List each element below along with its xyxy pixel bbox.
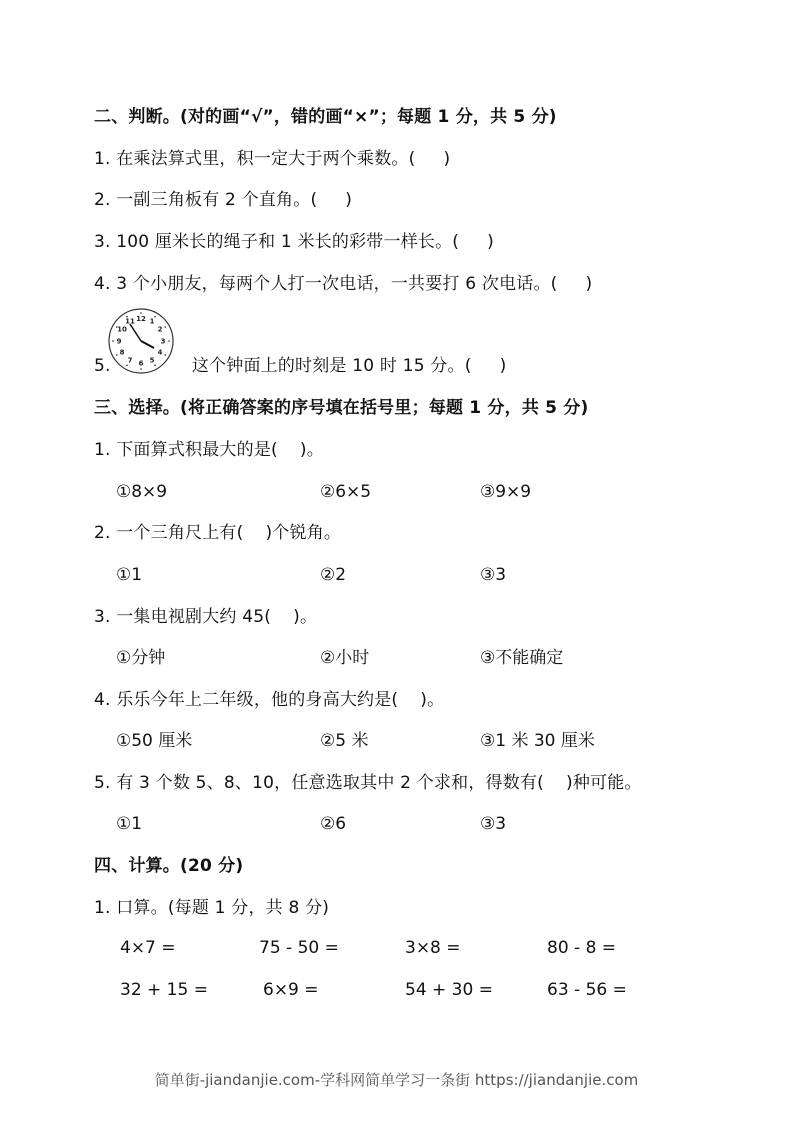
option-1: ①分钟 — [116, 648, 166, 668]
item-number: 2. — [94, 190, 111, 210]
clock-icon — [107, 307, 175, 375]
svg-text:5: 5 — [149, 356, 155, 365]
oral-calc-label: 1. 口算。(每题 1 分，共 8 分) — [94, 898, 330, 918]
svg-text:4: 4 — [157, 348, 163, 357]
option-2: ②小时 — [320, 648, 370, 668]
option-1: ①1 — [116, 814, 143, 834]
option-3: ③1 米 30 厘米 — [480, 731, 595, 751]
judgment-item-3: 3. 100 厘米长的绳子和 1 米长的彩带一样长。( ) — [94, 232, 494, 252]
option-3: ③9×9 — [480, 482, 532, 502]
calc-item: 4×7 = — [120, 938, 176, 958]
choice-question-3: 3. 一集电视剧大约 45( )。 — [94, 607, 318, 627]
svg-text:11: 11 — [125, 317, 135, 326]
option-3: ③3 — [480, 814, 507, 834]
section-3-heading: 三、选择。(将正确答案的序号填在括号里；每题 1 分，共 5 分) — [94, 398, 589, 418]
svg-text:3: 3 — [160, 337, 166, 346]
calc-item: 3×8 = — [405, 938, 461, 958]
option-2: ②2 — [320, 565, 347, 585]
calc-item: 75 - 50 = — [259, 938, 339, 958]
item-number: 3. — [94, 232, 111, 252]
choice-question-1: 1. 下面算式积最大的是( )。 — [94, 440, 324, 460]
calc-item: 6×9 = — [263, 980, 319, 1000]
item-number: 5. — [94, 356, 111, 376]
option-2: ②6×5 — [320, 482, 372, 502]
svg-text:10: 10 — [117, 325, 127, 334]
calc-item: 54 + 30 = — [405, 980, 493, 1000]
judgment-item-5: 5. 这个钟面上的时刻是 10 时 15 分。( ) — [94, 356, 507, 376]
section-4-heading: 四、计算。(20 分) — [94, 856, 244, 876]
calc-item: 32 + 15 = — [120, 980, 208, 1000]
svg-text:2: 2 — [157, 325, 163, 334]
svg-text:9: 9 — [116, 337, 122, 346]
svg-text:7: 7 — [127, 356, 133, 365]
calc-item: 63 - 56 = — [547, 980, 627, 1000]
option-3: ③3 — [480, 565, 507, 585]
svg-text:8: 8 — [119, 348, 125, 357]
page-footer: 简单街-jiandanjie.com-学科网简单学习一条街 https://jiandanjie.com — [154, 1071, 639, 1089]
option-2: ②5 米 — [320, 731, 369, 751]
svg-text:12: 12 — [136, 315, 146, 323]
judgment-item-4: 4. 3 个小朋友，每两个人打一次电话，一共要打 6 次电话。( ) — [94, 274, 593, 294]
option-1: ①50 厘米 — [116, 731, 193, 751]
svg-text:6: 6 — [138, 359, 144, 368]
choice-question-2: 2. 一个三角尺上有( )个锐角。 — [94, 523, 342, 543]
item-number: 4. — [94, 274, 111, 294]
item-number: 1. — [94, 149, 111, 169]
clock-face-image — [107, 307, 175, 375]
item-text: 这个钟面上的时刻是 10 时 15 分。( — [191, 356, 472, 376]
judgment-item-1: 1. 在乘法算式里，积一定大于两个乘数。( ) — [94, 149, 451, 169]
item-text: 100 厘米长的绳子和 1 米长的彩带一样长。( — [116, 232, 460, 252]
item-text: 在乘法算式里，积一定大于两个乘数。( — [116, 149, 416, 169]
option-1: ①1 — [116, 565, 143, 585]
choice-question-4: 4. 乐乐今年上二年级，他的身高大约是( )。 — [94, 690, 445, 710]
choice-question-5: 5. 有 3 个数 5、8、10，任意选取其中 2 个求和，得数有( )种可能。 — [94, 773, 642, 793]
option-2: ②6 — [320, 814, 347, 834]
item-text: 3 个小朋友，每两个人打一次电话，一共要打 6 次电话。( — [116, 274, 558, 294]
calc-item: 80 - 8 = — [547, 938, 617, 958]
svg-text:1: 1 — [149, 317, 155, 326]
item-text: 一副三角板有 2 个直角。( — [116, 190, 318, 210]
option-1: ①8×9 — [116, 482, 168, 502]
judgment-item-2: 2. 一副三角板有 2 个直角。( ) — [94, 190, 353, 210]
option-3: ③不能确定 — [480, 648, 564, 668]
section-2-heading: 二、判断。(对的画“√”，错的画“×”；每题 1 分，共 5 分) — [94, 107, 557, 127]
